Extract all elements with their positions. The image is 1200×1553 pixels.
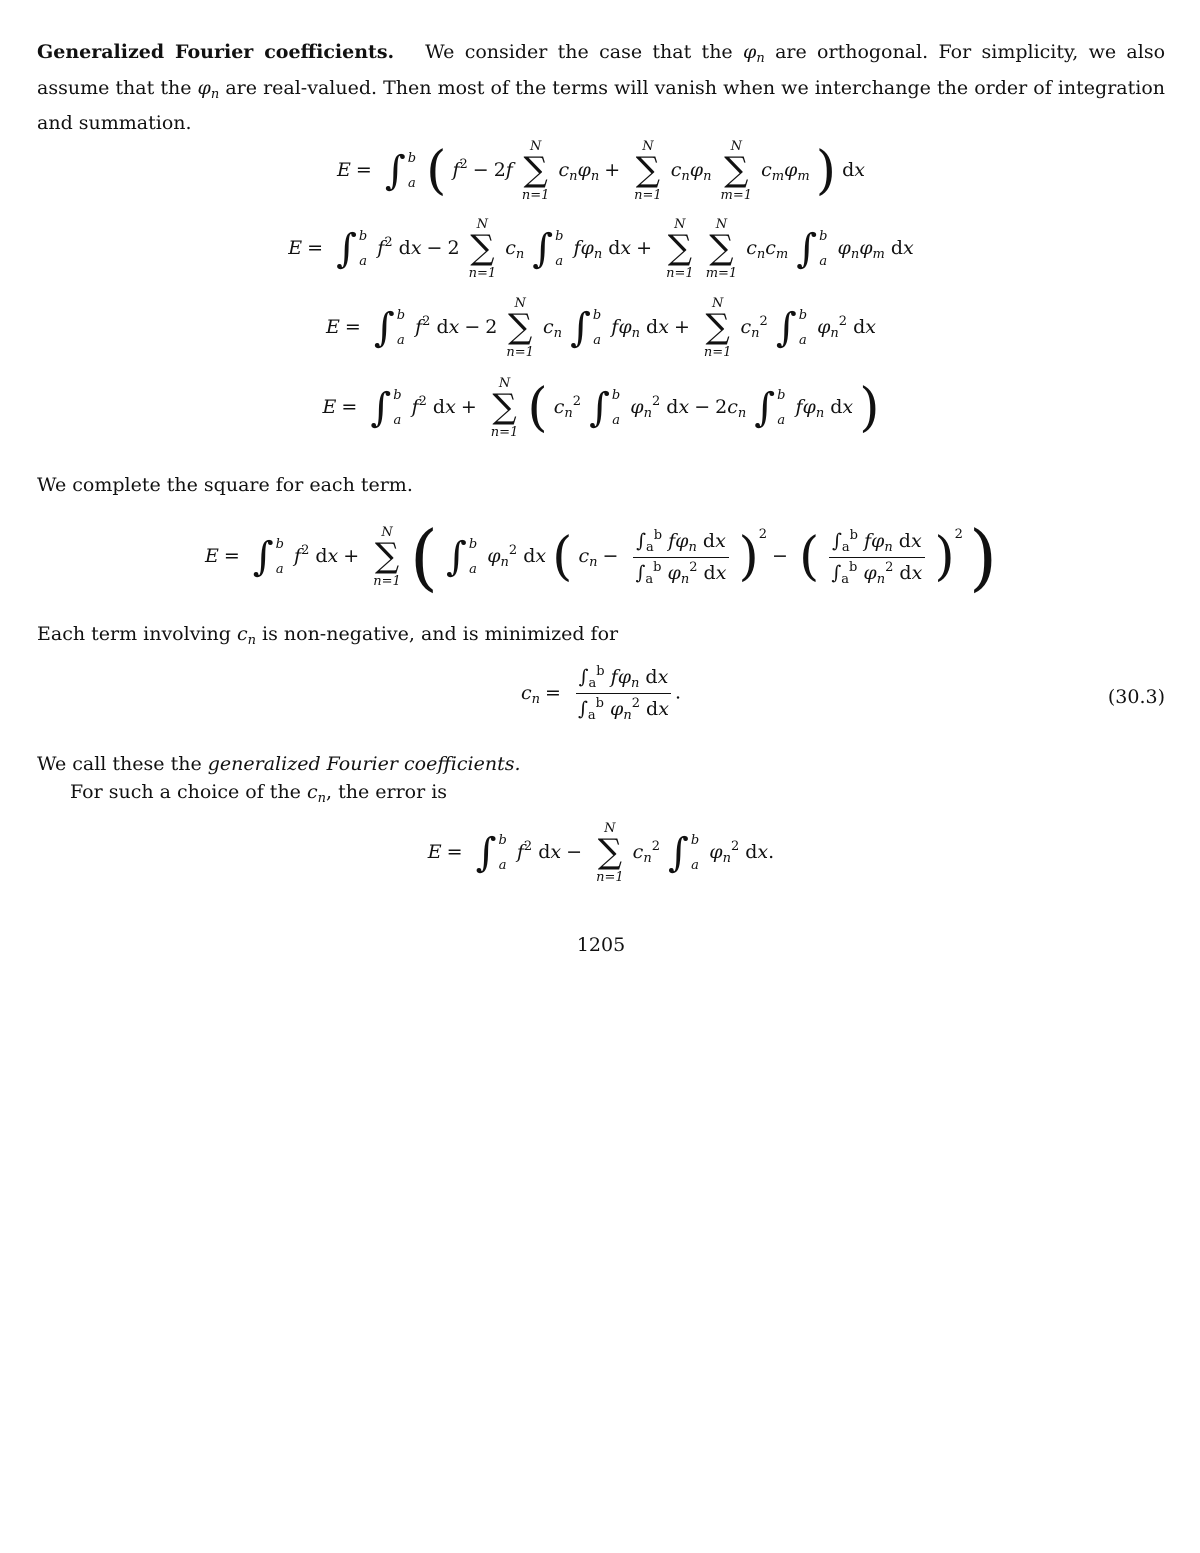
equation-4: E = ∫ b a $f^2$ dx + N ∑ n=1 ( $c_n^2$ ∫ b a $\varphi_n^2$ dx − $2c_n$ ∫ b a $f\varphi_n$ dx ): [322, 376, 880, 440]
nonneg-text: Each term involving $c_n$ is non-negative, and is minimized for: [37, 623, 619, 648]
such-choice-text: For such a choice of the $c_n$, the error is: [70, 781, 448, 806]
equation-number: (30.3): [1107, 686, 1165, 708]
section-heading: Generalized Fourier coefficients.: [37, 41, 395, 63]
equation-1: E = ∫ b a ( $f^2 - 2f$ N ∑ n=1 $c_n\varphi_n$ + N ∑ n=1 $c_n\varphi_n$ N ∑ m=1 $c_m\varphi_m$ ) dx: [337, 139, 865, 203]
call-these-text: We call these the generalized Fourier coefficients.: [37, 753, 521, 775]
complete-square-text: We complete the square for each term.: [37, 474, 413, 496]
phi-symbol-2: $\varphi_n$: [197, 76, 220, 102]
equation-3: E = ∫ b a $f^2$ dx − 2 N ∑ n=1 $c_n$ ∫ b a $f\varphi_n$ dx + N ∑ n=1 $c_n^2$ ∫ b a $\varphi_n^2$ dx: [326, 296, 876, 360]
page-number: 1205: [576, 934, 626, 956]
intro-paragraph: [37, 38, 1165, 138]
equation-30-3: $c_n$ = $\frac{\int_a^b f\varphi_n dx}{\int_a^b \varphi_n^2 dx}$ .: [521, 664, 681, 723]
equation-5: E = ∫ b a $f^2$ dx + N ∑ n=1 ( ∫ b a $\varphi_n^2$ dx ( $c_n$ − $\frac{\int_a^b f\varphi_n dx}{\int_a^b \varphi_n^2 dx}$ )$^2$− ( $\frac{\int_a^b f\varphi_n dx}{\int_a^b \varphi_n^2 dx}$ )$^2$ ): [204, 515, 998, 599]
intro-text-1: We consider the case that the: [425, 41, 733, 63]
equation-2: E = ∫ b a $f^2$ dx − 2 N ∑ n=1 $c_n$ ∫ b a $f\varphi_n$ dx + N ∑ n=1 N ∑ m=1 $c_nc_m$ ∫ b a $\varphi_n\varphi_m$ dx: [288, 217, 914, 281]
intro-text-3: are real-valued. Then most of the terms will vanish when we interchange the order of integration and summation.: [37, 76, 1165, 134]
emphasis: generalized Fourier coefficients.: [207, 753, 521, 775]
equation-error: E = ∫ b a $f^2$ dx − N ∑ n=1 $c_n^2$ ∫ b a $\varphi_n^2$ dx.: [427, 821, 775, 885]
phi-symbol: $\varphi_n$: [743, 41, 765, 66]
intro-text-2: are orthogonal. For simplicity, we also assume that the: [37, 41, 1166, 99]
